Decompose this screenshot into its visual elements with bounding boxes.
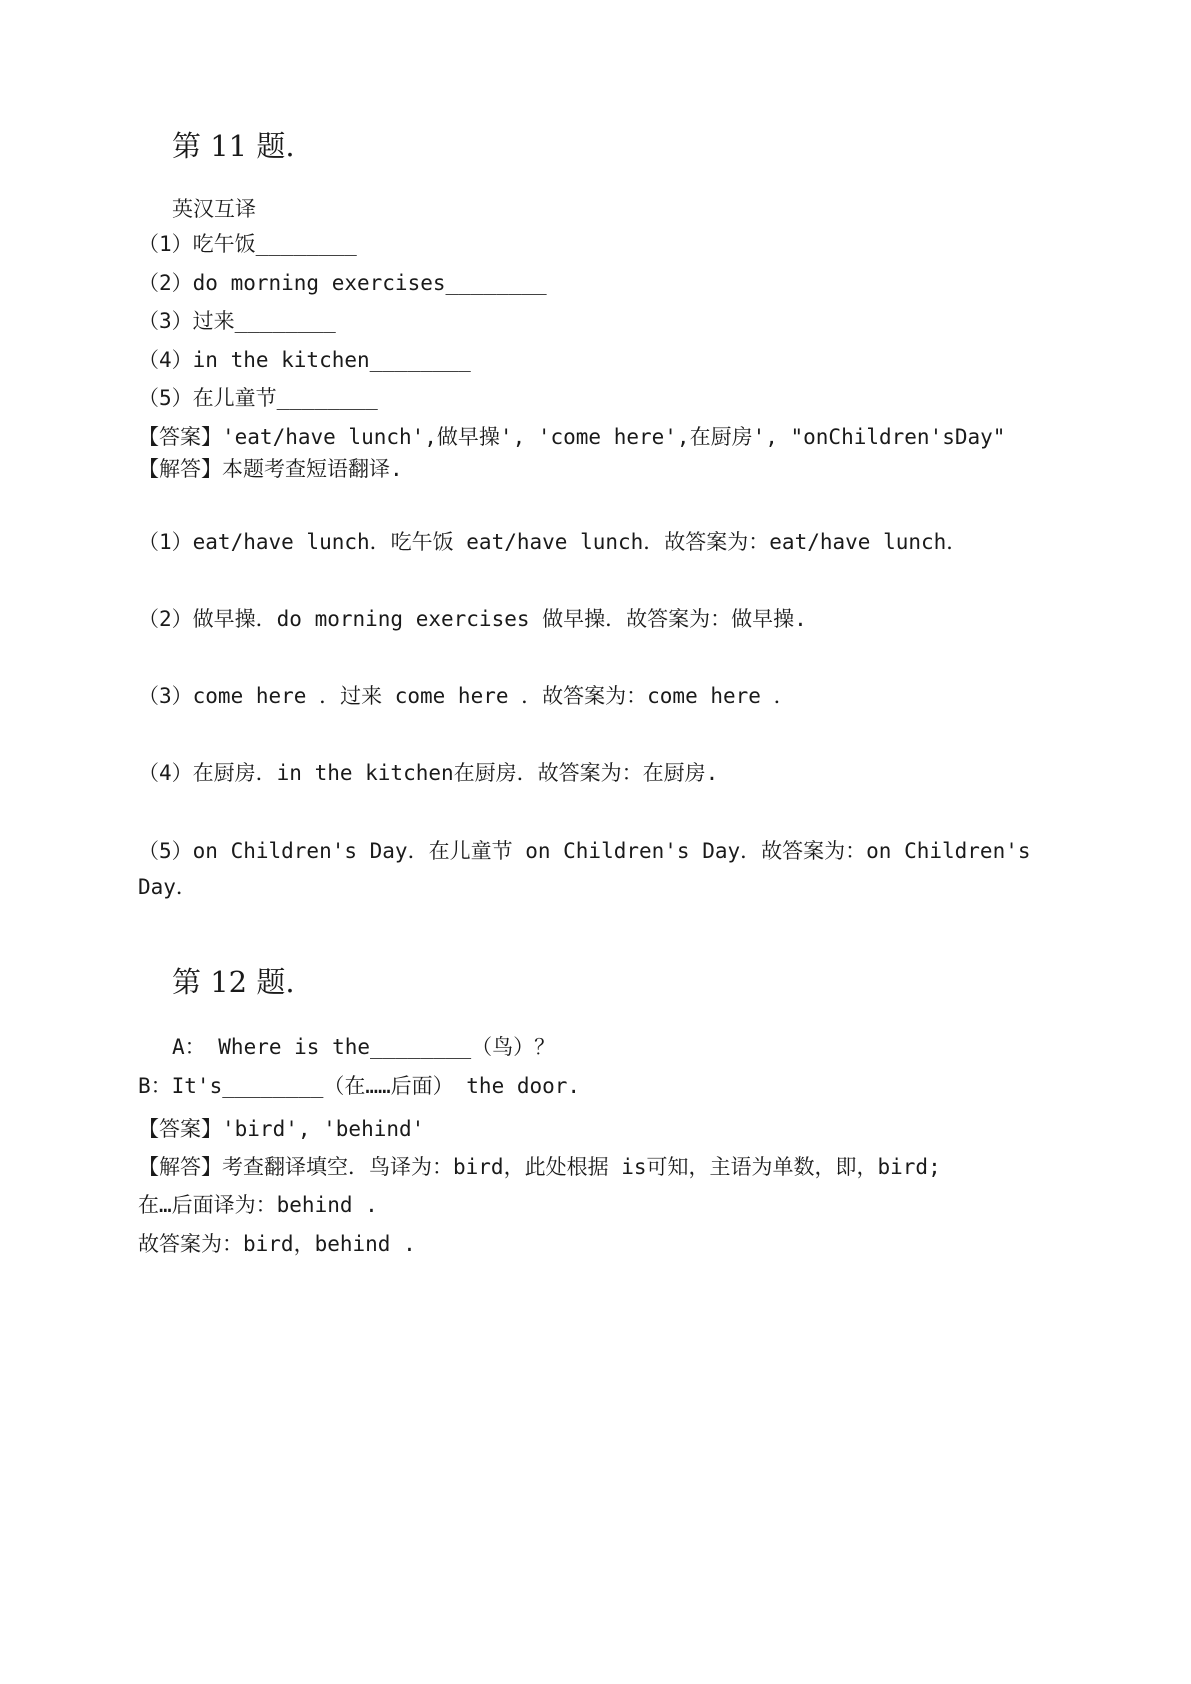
question-12-analysis-line-1: 【解答】考查翻译填空．鸟译为：bird，此处根据 is可知，主语为单数，即，bird; [138, 1155, 941, 1179]
question-12-analysis-line-3: 故答案为：bird，behind . [138, 1232, 416, 1256]
question-11-title: 第 11 题. [172, 129, 295, 163]
question-11-explanation-5: （5）on Children's Day．在儿童节 on Children's Day．故答案为：on Children's Day． [138, 839, 1031, 899]
question-11-item-1: （1）吃午饭________ [138, 232, 357, 256]
question-11-explanation-1: （1）eat/have lunch．吃午饭 eat/have lunch．故答案为：eat/have lunch． [138, 530, 968, 554]
question-12-line-b: B：It's________（在……后面） the door. [138, 1074, 581, 1098]
question-12-answer: 【答案】'bird', 'behind' [138, 1117, 425, 1141]
question-11-explanation-3: （3）come here ．过来 come here ．故答案为：come here ． [138, 684, 795, 708]
question-12-analysis-line-2: 在…后面译为：behind . [138, 1193, 378, 1217]
question-11-analysis-heading: 【解答】本题考查短语翻译. [138, 457, 403, 481]
question-11-item-4: （4）in the kitchen________ [138, 348, 471, 372]
question-11-item-3: （3）过来________ [138, 309, 336, 333]
question-11-instruction: 英汉互译 [172, 197, 256, 221]
question-11-item-2: （2）do morning exercises________ [138, 271, 547, 295]
question-12-line-a: A： Where is the________（鸟）？ [172, 1035, 556, 1059]
question-12-title: 第 12 题. [172, 965, 295, 999]
question-11-answer: 【答案】'eat/have lunch',做早操', 'come here',在厨房', "onChildren'sDay" [138, 425, 1006, 449]
question-11-explanation-2: （2）做早操．do morning exercises 做早操．故答案为：做早操. [138, 607, 807, 631]
question-11-explanation-4: （4）在厨房．in the kitchen在厨房．故答案为：在厨房. [138, 761, 719, 785]
question-11-item-5: （5）在儿童节________ [138, 386, 378, 410]
